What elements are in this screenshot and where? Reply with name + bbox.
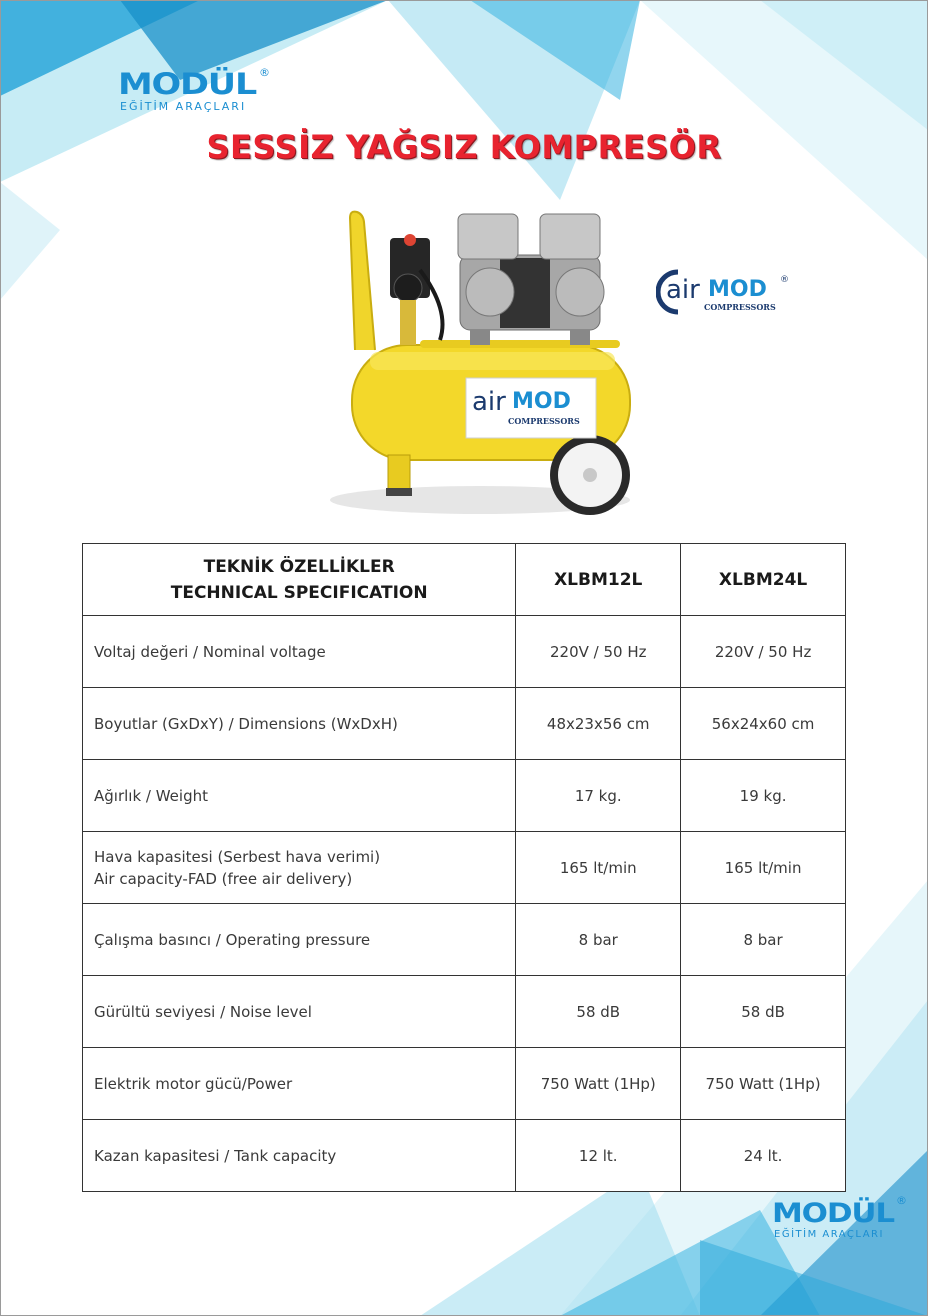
spec-value-model-1: 17 kg. <box>516 760 681 832</box>
header-title-en: TECHNICAL SPECIFICATION <box>170 582 428 603</box>
header-spec-title <box>83 544 516 616</box>
page-title: SESSİZ YAĞSIZ KOMPRESÖR <box>206 128 722 166</box>
spec-label <box>83 1120 516 1192</box>
spec-value-model-2: 19 kg. <box>681 760 846 832</box>
header-model-2: XLBM24L <box>681 544 846 616</box>
spec-label-line: Elektrik motor gücü/Power <box>94 1074 293 1093</box>
spec-label <box>83 688 516 760</box>
compressor-image <box>300 200 650 530</box>
spec-label-line: Kazan kapasitesi / Tank capacity <box>94 1146 337 1165</box>
spec-value-model-2: 56x24x60 cm <box>681 688 846 760</box>
spec-label-line: Boyutlar (GxDxY) / Dimensions (WxDxH) <box>94 714 398 733</box>
tank-label-mod: MOD <box>512 389 571 414</box>
spec-label-line: Ağırlık / Weight <box>94 786 208 805</box>
table-header-row <box>83 544 846 616</box>
spec-label <box>83 760 516 832</box>
table-row <box>83 976 846 1048</box>
modul-logo-bottom <box>772 1192 912 1242</box>
spec-value-model-1: 12 lt. <box>516 1120 681 1192</box>
spec-label-line: Çalışma basıncı / Operating pressure <box>94 930 371 949</box>
spec-value-model-1: 58 dB <box>516 976 681 1048</box>
table-row <box>83 760 846 832</box>
table-row <box>83 688 846 760</box>
table-row <box>83 1120 846 1192</box>
registered-mark-bottom: ® <box>896 1194 907 1207</box>
table-row <box>83 616 846 688</box>
spec-label <box>83 832 516 904</box>
airmod-mod-text: MOD <box>708 277 767 302</box>
table-body <box>83 616 846 1192</box>
spec-label-line: Voltaj değeri / Nominal voltage <box>94 642 326 661</box>
spec-value-model-2: 8 bar <box>681 904 846 976</box>
spec-value-model-2: 165 lt/min <box>681 832 846 904</box>
spec-label-line: Air capacity-FAD (free air delivery) <box>94 869 353 888</box>
logo-word: MODÜL <box>118 67 257 101</box>
spec-label <box>83 904 516 976</box>
spec-value-model-1: 48x23x56 cm <box>516 688 681 760</box>
spec-value-model-1: 165 lt/min <box>516 832 681 904</box>
spec-label <box>83 616 516 688</box>
spec-label <box>83 976 516 1048</box>
logo-word-bottom: MODÜL <box>772 1198 879 1229</box>
spec-value-model-1: 750 Watt (1Hp) <box>516 1048 681 1120</box>
spec-value-model-2: 750 Watt (1Hp) <box>681 1048 846 1120</box>
tank-label-air: air <box>472 387 506 417</box>
spec-value-model-1: 8 bar <box>516 904 681 976</box>
spec-value-model-2: 58 dB <box>681 976 846 1048</box>
spec-value-model-1: 220V / 50 Hz <box>516 616 681 688</box>
modul-logo-top <box>118 64 278 114</box>
header-model-1: XLBM12L <box>516 544 681 616</box>
airmod-compressors-text: COMPRESSORS <box>704 302 776 312</box>
logo-subtitle: EĞİTİM ARAÇLARI <box>120 100 247 113</box>
spec-value-model-2: 220V / 50 Hz <box>681 616 846 688</box>
table-row <box>83 832 846 904</box>
header-title-tr: TEKNİK ÖZELLİKLER <box>203 556 395 577</box>
tank-label-sub: COMPRESSORS <box>508 416 580 426</box>
table-row <box>83 904 846 976</box>
registered-mark: ® <box>259 66 270 79</box>
airmod-logo <box>656 268 796 316</box>
spec-value-model-2: 24 lt. <box>681 1120 846 1192</box>
spec-label <box>83 1048 516 1120</box>
spec-table <box>82 543 846 1192</box>
airmod-air-text: air <box>666 275 700 305</box>
spec-label-line: Hava kapasitesi (Serbest hava verimi) <box>94 847 381 866</box>
spec-label-line: Gürültü seviyesi / Noise level <box>94 1002 312 1021</box>
airmod-registered: ® <box>780 275 789 285</box>
table-row <box>83 1048 846 1120</box>
logo-subtitle-bottom: EĞİTİM ARAÇLARI <box>774 1229 884 1240</box>
